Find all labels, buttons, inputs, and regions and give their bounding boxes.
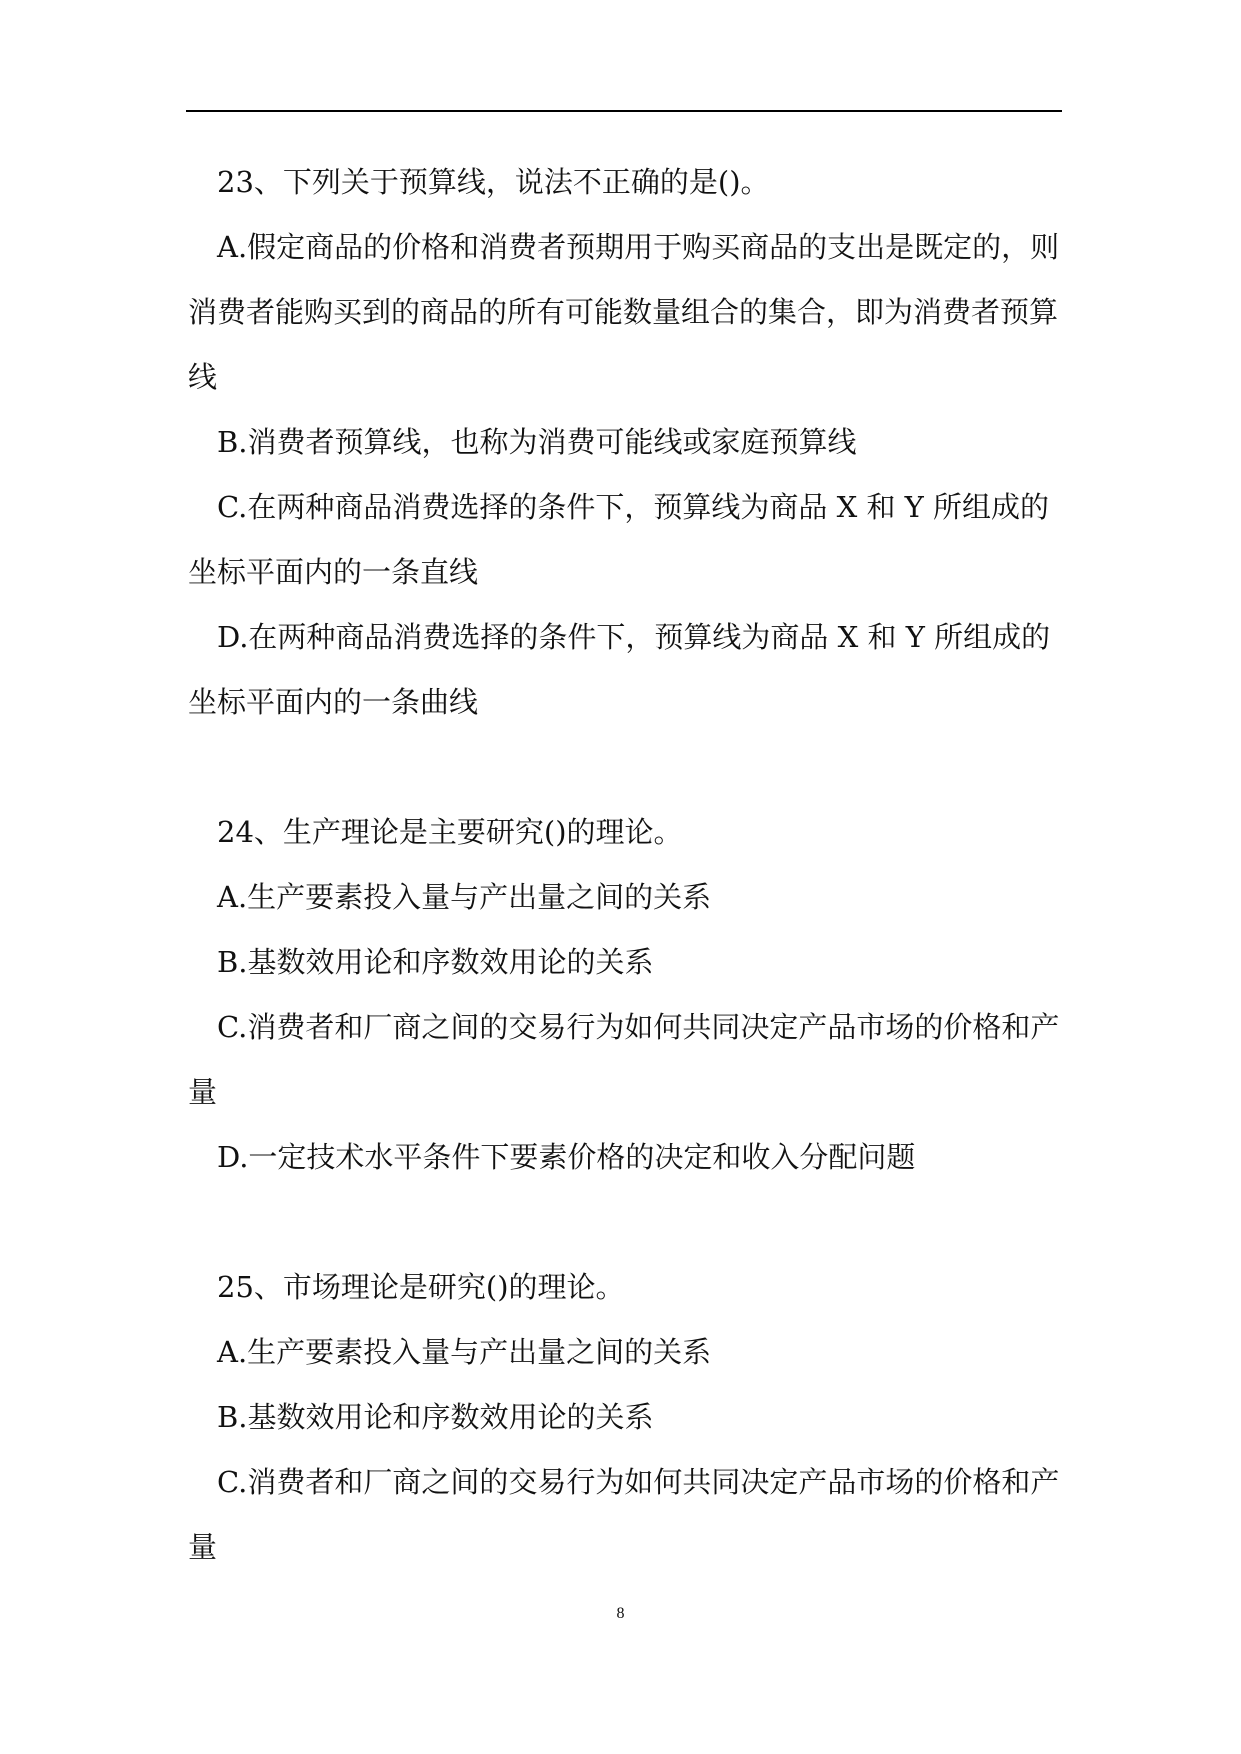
question-list xyxy=(188,150,1060,1580)
option-b: B.基数效用论和序数效用论的关系 xyxy=(217,1400,654,1434)
question-stem: 25、市场理论是研究()的理论。 xyxy=(217,1270,625,1304)
option-b: B.基数效用论和序数效用论的关系 xyxy=(217,945,654,979)
question-25 xyxy=(188,1255,1060,1580)
question-23 xyxy=(188,150,1060,735)
option-a: A.假定商品的价格和消费者预期用于购买商品的支出是既定的，则消费者能购买到的商品的所有可能数量组合的集合，即为消费者预算线 xyxy=(188,230,1060,394)
option-d: D.一定技术水平条件下要素价格的决定和收入分配问题 xyxy=(217,1140,916,1174)
option-c: C.消费者和厂商之间的交易行为如何共同决定产品市场的价格和产量 xyxy=(188,1010,1060,1109)
option-c: C.在两种商品消费选择的条件下，预算线为商品 X 和 Y 所组成的坐标平面内的一条直线 xyxy=(188,490,1050,589)
question-24 xyxy=(188,800,1060,1190)
page-number: 8 xyxy=(616,1605,625,1622)
option-d: D.在两种商品消费选择的条件下，预算线为商品 X 和 Y 所组成的坐标平面内的一条曲线 xyxy=(188,620,1051,719)
question-stem: 24、生产理论是主要研究()的理论。 xyxy=(217,815,683,849)
option-b: B.消费者预算线，也称为消费可能线或家庭预算线 xyxy=(217,425,857,459)
option-a: A.生产要素投入量与产出量之间的关系 xyxy=(217,880,712,914)
header-rule xyxy=(186,110,1062,112)
question-stem: 23、下列关于预算线，说法不正确的是()。 xyxy=(217,165,770,199)
option-a: A.生产要素投入量与产出量之间的关系 xyxy=(217,1335,712,1369)
option-c: C.消费者和厂商之间的交易行为如何共同决定产品市场的价格和产量 xyxy=(188,1465,1060,1564)
